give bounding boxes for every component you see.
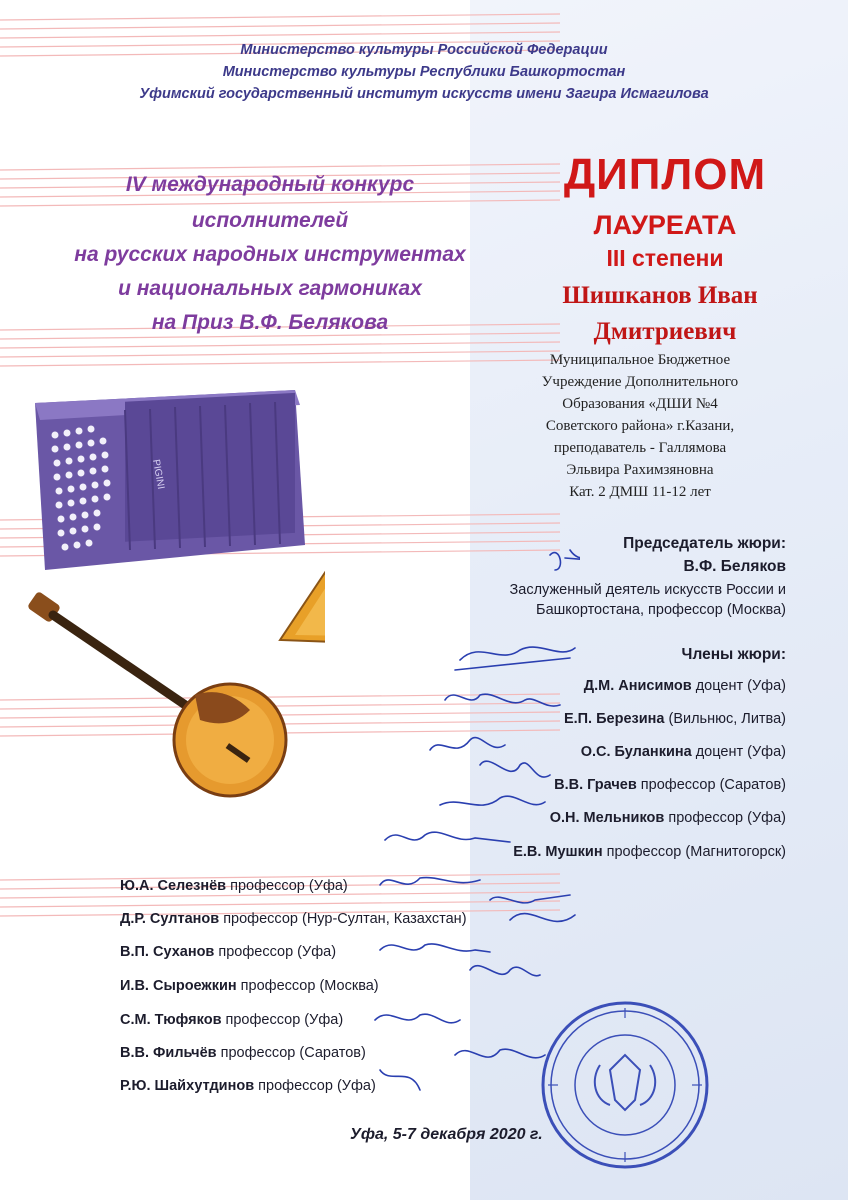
signature-bulankina xyxy=(430,738,505,750)
contest-line-2: исполнителей xyxy=(191,209,349,232)
official-stamp xyxy=(540,1000,710,1170)
chairman-name: В.Ф. Беляков xyxy=(683,558,786,575)
staff-line xyxy=(0,164,560,170)
org-line: Советского района» г.Казани, xyxy=(545,418,735,434)
chairman-heading: Председатель жюри: xyxy=(623,535,786,552)
jury-member xyxy=(550,810,786,826)
jury-member-desc: доцент (Уфа) xyxy=(691,744,786,760)
chairman-title-2: Башкортостана, профессор (Москва) xyxy=(536,602,786,618)
jury-member-desc: профессор (Москва) xyxy=(236,978,379,994)
organization-block xyxy=(495,349,785,503)
signature-chairman xyxy=(550,550,580,570)
jury-heading: Члены жюри: xyxy=(681,646,786,663)
jury-member-name: С.М. Тюфяков xyxy=(120,1012,222,1028)
signature-melnikov xyxy=(440,796,545,805)
jury-member xyxy=(120,1045,366,1061)
signature-syroezhkin xyxy=(470,966,540,976)
signature-grachev xyxy=(480,761,550,777)
signature-shaikhutdinov xyxy=(380,1070,420,1090)
jury-member xyxy=(120,878,348,894)
jury-member-desc: профессор (Уфа) xyxy=(221,1012,344,1028)
jury-member xyxy=(120,978,379,994)
signature-sultanov xyxy=(490,895,575,921)
jury-member xyxy=(554,777,786,793)
chairman-title-1: Заслуженный деятель искусств России и xyxy=(509,582,786,598)
staff-line xyxy=(0,23,560,29)
org-line: Образования «ДШИ №4 xyxy=(562,396,718,412)
staff-line xyxy=(0,351,560,357)
accordion-brand: PIGINI xyxy=(150,458,167,491)
jury-member xyxy=(581,744,786,760)
jury-member-desc: профессор (Уфа) xyxy=(214,944,337,960)
staff-line xyxy=(0,14,560,20)
contest-line-4: и национальных гармониках xyxy=(118,277,422,300)
jury-member-desc: профессор (Саратов) xyxy=(636,777,786,793)
signature-filchev xyxy=(455,1049,545,1058)
contest-line-5: на Приз В.Ф. Белякова xyxy=(151,311,389,334)
jury-member-name: О.С. Буланкина xyxy=(580,744,692,760)
signature-tyufyakov xyxy=(375,1014,460,1023)
jury-member xyxy=(120,1078,376,1094)
jury-member xyxy=(120,944,336,960)
jury-member-desc: профессор (Нур-Султан, Казахстан) xyxy=(219,911,467,927)
signature-anisimov xyxy=(455,647,575,670)
jury-member-desc: профессор (Уфа) xyxy=(254,1078,376,1094)
signature-mushkin xyxy=(385,832,510,842)
contest-line-3: на русских народных инструментах xyxy=(74,243,466,266)
jury-member-name: Ю.А. Селезнёв xyxy=(120,878,227,894)
diploma-title: ДИПЛОМ xyxy=(563,150,767,199)
contest-line-1: IV международный конкурс xyxy=(125,173,415,196)
ministry-russia: Министерство культуры Российской Федерации xyxy=(240,42,608,58)
diploma-laureate: ЛАУРЕАТА xyxy=(593,210,737,240)
org-line: Учреждение Дополнительного xyxy=(541,374,739,390)
signature-berezina xyxy=(445,694,560,706)
jury-member-desc: профессор (Саратов) xyxy=(216,1045,366,1061)
domra-image xyxy=(27,591,286,796)
staff-line xyxy=(0,200,560,206)
jury-member-name: В.В. Фильчёв xyxy=(120,1045,217,1061)
signature-sukhanov xyxy=(380,944,490,952)
laureate-name-2: Дмитриевич xyxy=(593,318,737,345)
signature-seleznev xyxy=(380,878,480,885)
jury-member-name: Д.Р. Султанов xyxy=(120,911,220,927)
jury-member-name: В.В. Грачев xyxy=(554,777,637,793)
staff-line xyxy=(0,32,560,38)
jury-member-desc: профессор (Уфа) xyxy=(226,878,348,894)
instruments-illustration xyxy=(25,365,325,805)
jury-member-desc: (Вильнюс, Литва) xyxy=(664,711,786,727)
jury-member-desc: профессор (Уфа) xyxy=(664,810,786,826)
jury-member-name: И.В. Сыроежкин xyxy=(120,978,237,994)
org-line: преподаватель - Галлямова xyxy=(553,440,727,456)
org-line: Муниципальное Бюджетное xyxy=(549,352,731,368)
jury-member-name: О.Н. Мельников xyxy=(549,810,665,826)
jury-member-desc: профессор (Магнитогорск) xyxy=(602,844,786,860)
accordion-image xyxy=(35,390,305,570)
jury-member-name: Е.В. Мушкин xyxy=(513,844,603,860)
staff-line xyxy=(0,342,560,348)
jury-member xyxy=(564,711,786,727)
jury-member xyxy=(584,678,786,694)
institute-name: Уфимский государственный институт искусств имени Загира Исмагилова xyxy=(139,86,709,102)
jury-member-name: Р.Ю. Шайхутдинов xyxy=(120,1078,255,1094)
event-date: Уфа, 5-7 декабря 2020 г. xyxy=(350,1126,543,1143)
jury-member xyxy=(120,1012,343,1028)
jury-member-name: Е.П. Березина xyxy=(563,711,665,727)
ministry-bashkortostan: Министерство культуры Республики Башкортостан xyxy=(222,64,626,80)
laureate-name-1: Шишканов Иван xyxy=(562,282,758,309)
jury-member-name: Д.М. Анисимов xyxy=(583,678,692,694)
org-line: Эльвира Рахимзяновна xyxy=(566,462,714,478)
diploma-degree: III степени xyxy=(606,245,724,271)
jury-member-name: В.П. Суханов xyxy=(120,944,215,960)
jury-member-desc: доцент (Уфа) xyxy=(691,678,786,694)
org-line: Кат. 2 ДМШ 11-12 лет xyxy=(569,484,711,500)
